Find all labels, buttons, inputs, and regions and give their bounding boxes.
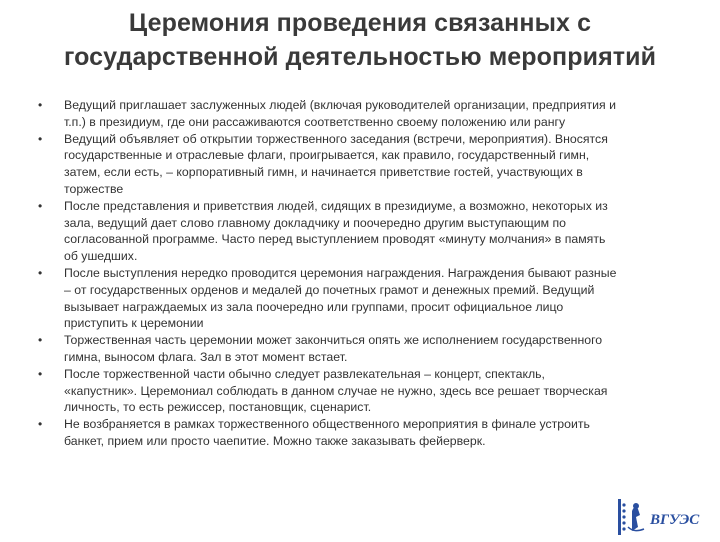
bullet-text-line: После представления и приветствия людей, сидящих в президиуме, а возможно, некоторых из	[64, 198, 608, 213]
bullet-text-line: об ушедших.	[64, 249, 138, 264]
bullet-text-line: личность, то есть режиссер, постановщик, сценарист.	[64, 400, 372, 415]
bullet-marker: •	[38, 417, 43, 432]
bullet-text-line: Не возбраняется в рамках торжественного общественного мероприятия в финале устроить	[64, 417, 590, 432]
bullet-text-line: приступить к церемонии	[64, 316, 204, 331]
bullet-text-line: затем, если есть, – корпоративный гимн, и начинается приветствие гостей, участвующих в	[64, 165, 583, 180]
bullet-text-line: государственные и отраслевые флаги, проигрывается, как правило, государственный гимн,	[64, 148, 590, 163]
bullet-text	[64, 265, 714, 332]
bullet-item	[0, 265, 720, 332]
bullet-item	[0, 131, 720, 198]
university-logo	[614, 497, 710, 537]
bullet-item	[0, 198, 720, 265]
bullet-marker: •	[38, 198, 43, 213]
bullet-text	[64, 198, 714, 265]
bullet-text-line: вызывает награждаемых из зала поочередно или группами, просит официальное лицо	[64, 299, 564, 314]
bullet-text-line: Торжественная часть церемонии может закончиться опять же исполнением государственного	[64, 333, 603, 348]
slide-title-line: Церемония проведения связанных с	[128, 9, 592, 37]
bullet-list	[0, 97, 720, 450]
bullet-text	[64, 332, 714, 366]
bullet-text	[64, 131, 714, 198]
bullet-text-line: банкет, прием или просто чаепитие. Можно также заказывать фейерверк.	[64, 433, 486, 448]
bullet-text-line: После выступления нередко проводится церемония награждения. Награждения бывают разные	[64, 265, 617, 280]
university-crest-logo-icon	[614, 497, 710, 537]
slide-title	[20, 6, 700, 74]
bullet-marker: •	[38, 333, 43, 348]
bullet-text-line: т.п.) в президиум, где они рассаживаются соответственно своему положению или рангу	[64, 114, 566, 129]
slide-title-line: государственной деятельностью мероприятий	[63, 43, 657, 71]
bullet-text-line: зала, ведущий дает слово главному докладчику и поочередно другим выступающим по	[64, 215, 566, 230]
bullet-text-line: Ведущий объявляет об открытии торжественного заседания (встречи, мероприятия). Вносятся	[64, 131, 608, 146]
bullet-marker: •	[38, 366, 43, 381]
bullet-item	[0, 97, 720, 131]
bullet-marker: •	[38, 131, 43, 146]
bullet-text	[64, 97, 714, 131]
bullet-item	[0, 366, 720, 416]
bullet-text-line: После торжественной части обычно следует развлекательная – концерт, спектакль,	[64, 366, 545, 381]
bullet-text-line: согласованной программе. Часто перед выступлением проводят «минуту молчания» в память	[64, 232, 606, 247]
bullet-text-line: торжестве	[64, 181, 124, 196]
bullet-text-line: гимна, выносом флага. Зал в этот момент встает.	[64, 349, 348, 364]
bullet-marker: •	[38, 265, 43, 280]
bullet-text	[64, 366, 714, 416]
bullet-text	[64, 416, 714, 450]
bullet-item	[0, 332, 720, 366]
bullet-text-line: «капустник». Церемониал соблюдать в данном случае не нужно, здесь все решает творческая	[64, 383, 608, 398]
bullet-text-line: – от государственных орденов и медалей до почетных грамот и денежных премий. Ведущий	[64, 282, 595, 297]
bullet-text-line: Ведущий приглашает заслуженных людей (включая руководителей организации, предприятия и	[64, 98, 616, 112]
bullet-item	[0, 416, 720, 450]
bullet-marker: •	[38, 98, 43, 112]
logo-text: ВГУЭС	[650, 512, 700, 528]
